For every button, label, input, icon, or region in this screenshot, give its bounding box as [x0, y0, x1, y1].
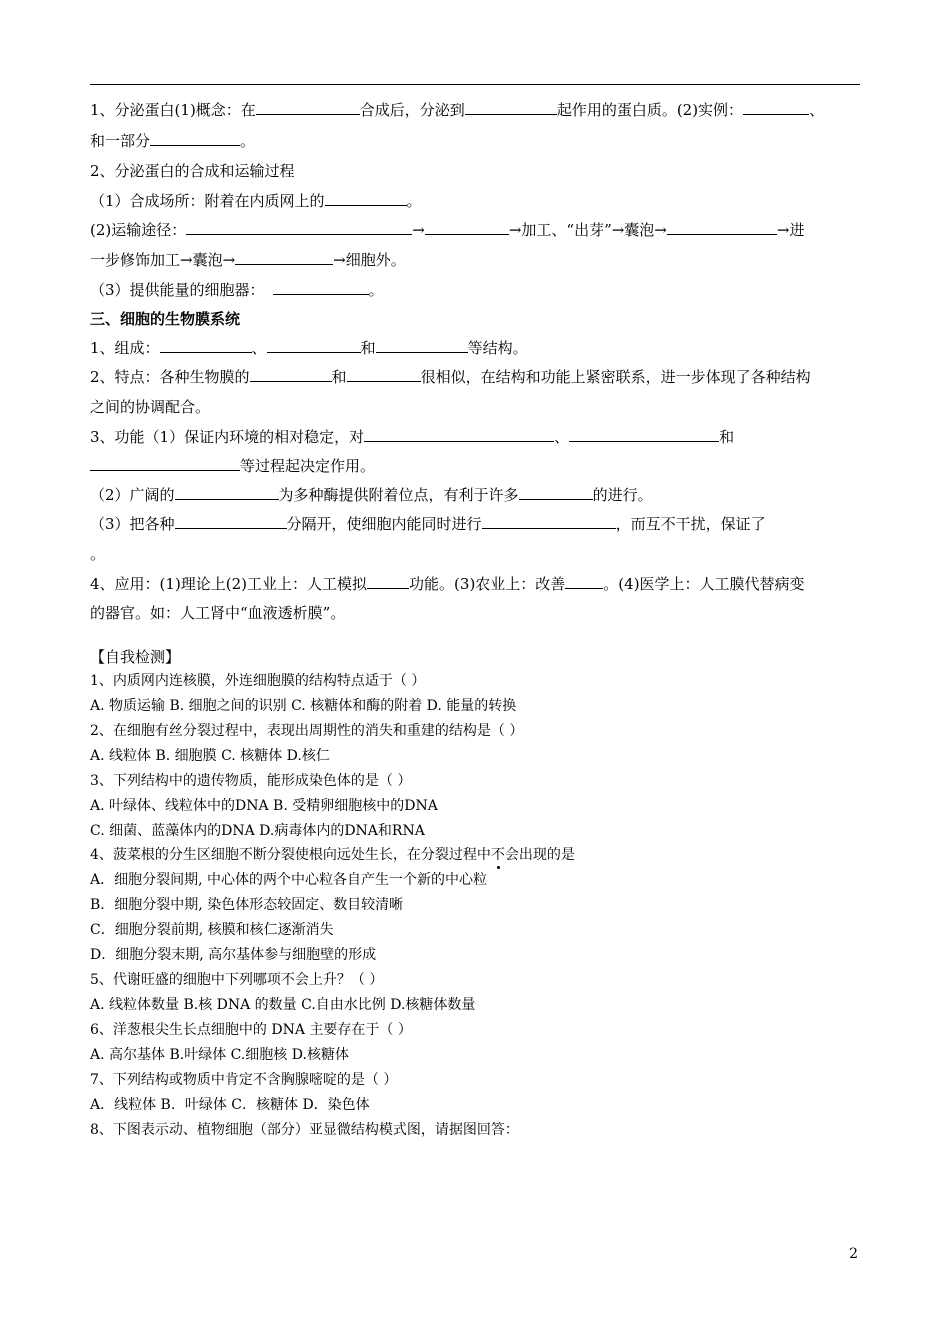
question-5: 5、代谢旺盛的细胞中下列哪项不会上升？（ ）	[90, 972, 384, 988]
secretory-protein-concept: 1、分泌蛋白(1)概念：在 合成后，分泌到 起作用的蛋白质。(2)实例： 、	[90, 101, 825, 119]
question-7-options: A．线粒体 B．叶绿体 C．核糖体 D．染色体	[90, 1097, 370, 1113]
blank	[235, 250, 333, 265]
question-3-options-cd: C. 细菌、蓝藻体内的DNA D.病毒体内的DNA和RNA	[90, 823, 425, 839]
synthesis-transport-title: 2、分泌蛋白的合成和运输过程	[90, 162, 295, 180]
blank	[347, 367, 421, 382]
transport-route-cont: 一步修饰加工→囊泡→ →细胞外。	[90, 251, 406, 269]
question-3: 3、下列结构中的遗传物质，能形成染色体的是（ ）	[90, 773, 412, 789]
question-2: 2、在细胞有丝分裂过程中，表现出周期性的消失和重建的结构是（ ）	[90, 723, 524, 739]
blank	[667, 220, 777, 235]
blank	[267, 338, 361, 353]
question-5-options: A. 线粒体数量 B.核 DNA 的数量 C.自由水比例 D.核糖体数量	[90, 997, 476, 1013]
secretory-protein-examples: 和一部分 。	[90, 132, 256, 150]
blank	[256, 100, 360, 115]
blank	[743, 100, 809, 115]
transport-route: (2)运输途径： → →加工、“出芽”→囊泡→ →进	[90, 221, 805, 239]
blank	[175, 514, 287, 529]
blank	[250, 367, 332, 382]
blank	[90, 456, 240, 471]
blank	[565, 574, 603, 589]
blank	[364, 427, 554, 442]
membrane-composition: 1、组成： 、 和 等结构。	[90, 339, 528, 357]
blank	[465, 100, 557, 115]
blank	[569, 427, 719, 442]
membrane-function-3-cont: 。	[90, 545, 106, 563]
page-number: 2	[849, 1246, 858, 1262]
membrane-features: 2、特点：各种生物膜的 和 很相似，在结构和功能上紧密联系，进一步体现了各种结构	[90, 368, 811, 386]
blank	[175, 485, 279, 500]
blank	[325, 191, 407, 206]
question-1: 1、内质网内连核膜，外连细胞膜的结构特点适于（ ）	[90, 673, 426, 689]
question-6: 6、洋葱根尖生长点细胞中的 DNA 主要存在于（ ）	[90, 1022, 412, 1038]
question-3-options-ab: A. 叶绿体、线粒体中的DNA B. 受精卵细胞核中的DNA	[90, 798, 438, 814]
question-4-option-a: A．细胞分裂间期, 中心体的两个中心粒各自产生一个新的中心粒	[90, 872, 488, 888]
question-4-option-c: C．细胞分裂前期, 核膜和核仁逐渐消失	[90, 922, 334, 938]
question-1-options: A. 物质运输 B. 细胞之间的识别 C. 核糖体和酶的附着 D. 能量的转换	[90, 698, 517, 714]
question-6-options: A. 高尔基体 B.叶绿体 C.细胞核 D.核糖体	[90, 1047, 349, 1063]
section-heading: 三、细胞的生物膜系统	[90, 310, 241, 328]
question-8: 8、下图表示动、植物细胞（部分）亚显微结构模式图，请据图回答：	[90, 1122, 519, 1138]
top-rule	[90, 84, 860, 85]
blank	[425, 220, 509, 235]
question-4-option-d: D．细胞分裂末期, 高尔基体参与细胞壁的形成	[90, 947, 377, 963]
membrane-features-cont: 之间的协调配合。	[90, 398, 211, 416]
membrane-applications: 4、应用：(1)理论上(2)工业上：人工模拟 功能。(3)农业上：改善 。(4)医学上：人工膜代替病变	[90, 575, 805, 593]
blank	[160, 338, 252, 353]
blank	[273, 280, 369, 295]
membrane-functions: 3、功能（1）保证内环境的相对稳定，对 、 和	[90, 428, 735, 446]
blank	[519, 485, 593, 500]
blank	[150, 131, 240, 146]
question-4: 4、菠菜根的分生区细胞不断分裂使根向远处生长，在分裂过程中不会出现的是	[90, 847, 575, 863]
energy-organelle: （3）提供能量的细胞器： 。	[90, 281, 384, 299]
membrane-function-2: （2）广阔的 为多种酶提供附着位点，有利于许多 的进行。	[90, 486, 653, 504]
question-7: 7、下列结构或物质中肯定不含胸腺嘧啶的是（ ）	[90, 1072, 398, 1088]
membrane-functions-cont: 等过程起决定作用。	[90, 456, 375, 476]
self-check-title: 【自我检测】	[90, 648, 181, 666]
question-2-options: A. 线粒体 B. 细胞膜 C. 核糖体 D.核仁	[90, 748, 330, 764]
question-4-option-b: B．细胞分裂中期, 染色体形态较固定、数目较清晰	[90, 897, 404, 913]
blank	[367, 574, 409, 589]
blank	[186, 220, 412, 235]
membrane-applications-cont: 的器官。如：人工肾中“血液透析膜”。	[90, 604, 346, 622]
blank	[482, 514, 616, 529]
blank	[376, 338, 468, 353]
synthesis-site: （1）合成场所：附着在内质网上的 。	[90, 192, 422, 210]
membrane-function-3: （3）把各种 分隔开，使细胞内能同时进行 ，而互不干扰，保证了	[90, 515, 766, 533]
